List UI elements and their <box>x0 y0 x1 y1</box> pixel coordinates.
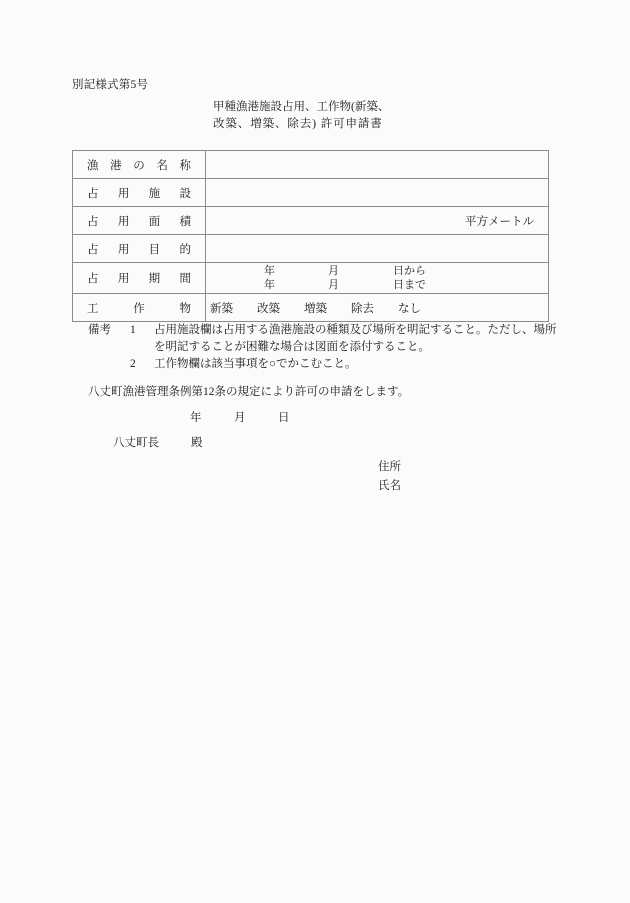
structure-option-none[interactable]: なし <box>398 302 421 315</box>
table-row-purpose <box>73 235 549 263</box>
document-title <box>213 99 389 133</box>
structure-option-remove[interactable]: 除去 <box>351 302 374 315</box>
label-text: 占用目的 <box>87 243 191 256</box>
remarks-section <box>88 322 558 373</box>
label-text: 占用面積 <box>87 215 191 228</box>
period-start-month: 月 <box>328 265 339 277</box>
remarks-spacer <box>88 356 130 373</box>
remarks-item-text: 工作物欄は該当事項を○でかこむこと。 <box>154 358 357 370</box>
title-line-1: 甲種漁港施設占用、工作物(新築、 <box>213 101 390 113</box>
row-value-structure <box>206 294 549 322</box>
row-label-port-name <box>73 151 206 179</box>
row-label-structure <box>73 294 206 322</box>
remarks-item-number: 1 <box>130 324 136 336</box>
row-value-period[interactable] <box>206 263 549 294</box>
row-value-facility[interactable] <box>206 179 549 207</box>
addressee-line <box>113 434 203 450</box>
form-number: 別記様式第5号 <box>72 79 149 91</box>
structure-option-rebuild[interactable]: 改築 <box>257 302 280 315</box>
structure-option-new[interactable]: 新築 <box>210 302 233 315</box>
row-label-purpose <box>73 235 206 263</box>
label-text: 占用期間 <box>87 273 191 285</box>
addressee-honorific: 殿 <box>191 437 203 449</box>
submission-date-line[interactable] <box>190 409 290 425</box>
remarks-item-number: 2 <box>130 358 136 370</box>
addressee-title: 八丈町長 <box>113 437 159 449</box>
structure-options-group <box>206 300 548 316</box>
label-text: 占用施設 <box>87 187 191 200</box>
submission-day: 日 <box>278 412 290 424</box>
row-label-facility <box>73 179 206 207</box>
submission-month: 月 <box>234 412 246 424</box>
row-label-area <box>73 207 206 235</box>
period-date-fields <box>206 263 548 293</box>
title-line-2: 改築、増築、除去) 許可申請書 <box>213 118 383 130</box>
submission-year: 年 <box>190 412 202 424</box>
row-value-purpose[interactable] <box>206 235 549 263</box>
period-start-year: 年 <box>264 265 275 277</box>
applicant-name-label[interactable]: 氏名 <box>378 480 401 492</box>
table-row-period <box>73 263 549 294</box>
applicant-address-label[interactable]: 住所 <box>378 461 401 473</box>
row-value-area[interactable] <box>206 207 549 235</box>
period-start-line[interactable] <box>264 264 426 278</box>
structure-option-extend[interactable]: 増築 <box>304 302 327 315</box>
application-table <box>72 150 549 322</box>
row-value-port-name[interactable] <box>206 151 549 179</box>
row-label-period <box>73 263 206 294</box>
table-row-port-name <box>73 151 549 179</box>
label-text: 工作物 <box>87 302 191 315</box>
period-end-year: 年 <box>264 279 275 291</box>
remarks-item-1 <box>88 322 558 356</box>
period-end-day: 日まで <box>393 279 426 291</box>
table-row-area <box>73 207 549 235</box>
remarks-item-2 <box>88 356 558 373</box>
table-row-structure <box>73 294 549 322</box>
area-unit-label: 平方メートル <box>465 215 534 228</box>
applicant-signature-block <box>378 458 401 496</box>
remarks-item-text: 占用施設欄は占用する漁港施設の種類及び場所を明記すること。ただし、場所を明記することが困難な場合は図面を添付すること。 <box>154 324 557 353</box>
label-text: 漁港の名称 <box>87 159 191 172</box>
period-end-line[interactable] <box>264 278 426 292</box>
application-statement: 八丈町漁港管理条例第12条の規定により許可の申請をします。 <box>88 386 410 398</box>
period-end-month: 月 <box>328 279 339 291</box>
remarks-label: 備考 <box>88 324 111 336</box>
period-start-day: 日から <box>393 265 426 277</box>
table-row-facility <box>73 179 549 207</box>
